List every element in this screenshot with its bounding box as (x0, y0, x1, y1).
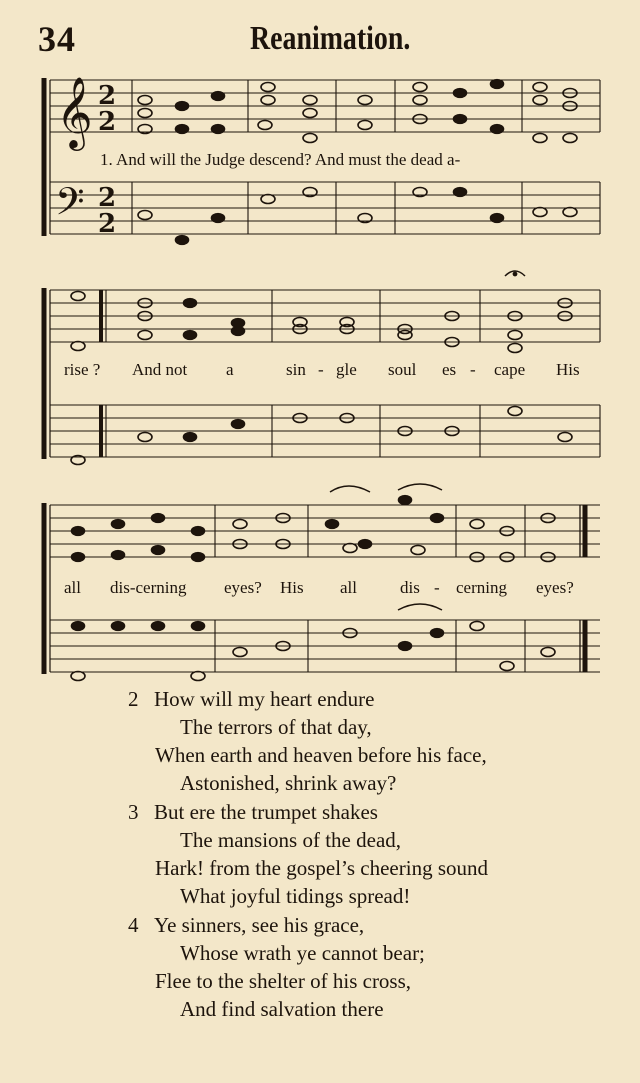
verse-line-text: But ere the trumpet shakes (154, 800, 378, 824)
lyric-syllable: all (64, 578, 81, 597)
treble-clef-icon: 𝄞 (56, 75, 93, 148)
verse-line: Whose wrath ye cannot bear; (180, 941, 425, 965)
verse-line: What joyful tidings spread! (180, 884, 411, 908)
lyric-syllable: And not (132, 360, 188, 379)
time-signature-bottom: 2 (98, 107, 117, 137)
lyric-syllable: sin (286, 360, 306, 379)
lyric-syllable: eyes? (536, 578, 574, 597)
verse-line (120, 685, 620, 713)
verse-line: And find salvation there (180, 997, 384, 1021)
verse-4 (120, 911, 620, 1023)
lyric-syllable: eyes? (224, 578, 262, 597)
lyric-syllable: cape (494, 360, 526, 379)
verse-line-text: Ye sinners, see his grace, (154, 913, 365, 937)
lyric-syllable: dis-cerning (110, 578, 187, 597)
lyric-syllable: - (470, 360, 476, 379)
verse-line: Astonished, shrink away? (180, 771, 397, 795)
verse-line: Flee to the shelter of his cross, (155, 969, 412, 993)
verse-2 (120, 685, 620, 797)
verse-line (120, 798, 620, 826)
verse-3 (120, 798, 620, 910)
verse-line-text: How will my heart endure (154, 687, 375, 711)
page-number: 34 (38, 19, 76, 59)
verse-line: Hark! from the gospel’s cheering sound (155, 856, 488, 880)
verse-number: 3 (128, 800, 139, 824)
verse-number: 2 (128, 687, 139, 711)
page-title: Reanimation. (250, 20, 411, 57)
lyric-syllable: all (340, 578, 357, 597)
bass-clef-icon: 𝄢 (55, 179, 85, 233)
lyric-syllable: His (556, 360, 580, 379)
verse-number: 4 (128, 913, 139, 937)
lyric-syllable: - (434, 578, 440, 597)
verse-line: The mansions of the dead, (180, 828, 402, 852)
verses (120, 685, 620, 1024)
staff-system3-lower (50, 620, 600, 672)
lyric-syllable: rise ? (64, 360, 101, 379)
lyric-syllable: cerning (456, 578, 507, 597)
staff-system3-upper (50, 505, 600, 557)
lyric-syllable: es (442, 360, 457, 379)
lyric-syllable: His (280, 578, 304, 597)
lyric-syllable: gle (336, 360, 357, 379)
svg-text:2: 2 (98, 209, 117, 239)
lyric-syllable: - (318, 360, 324, 379)
svg-text:2: 2 (98, 183, 117, 213)
verse-line: The terrors of that day, (180, 715, 372, 739)
lyric-syllable: a (226, 360, 234, 379)
lyrics-system1: 1. And will the Judge descend? And must the dead a- (100, 150, 461, 169)
verse-line (120, 911, 620, 939)
time-signature-top: 2 (98, 81, 117, 111)
lyric-syllable: dis (400, 578, 420, 597)
verse-line: When earth and heaven before his face, (155, 743, 487, 767)
staff-system2-upper (50, 290, 600, 342)
lyric-syllable: soul (388, 360, 417, 379)
staff-system2-lower (50, 405, 600, 457)
